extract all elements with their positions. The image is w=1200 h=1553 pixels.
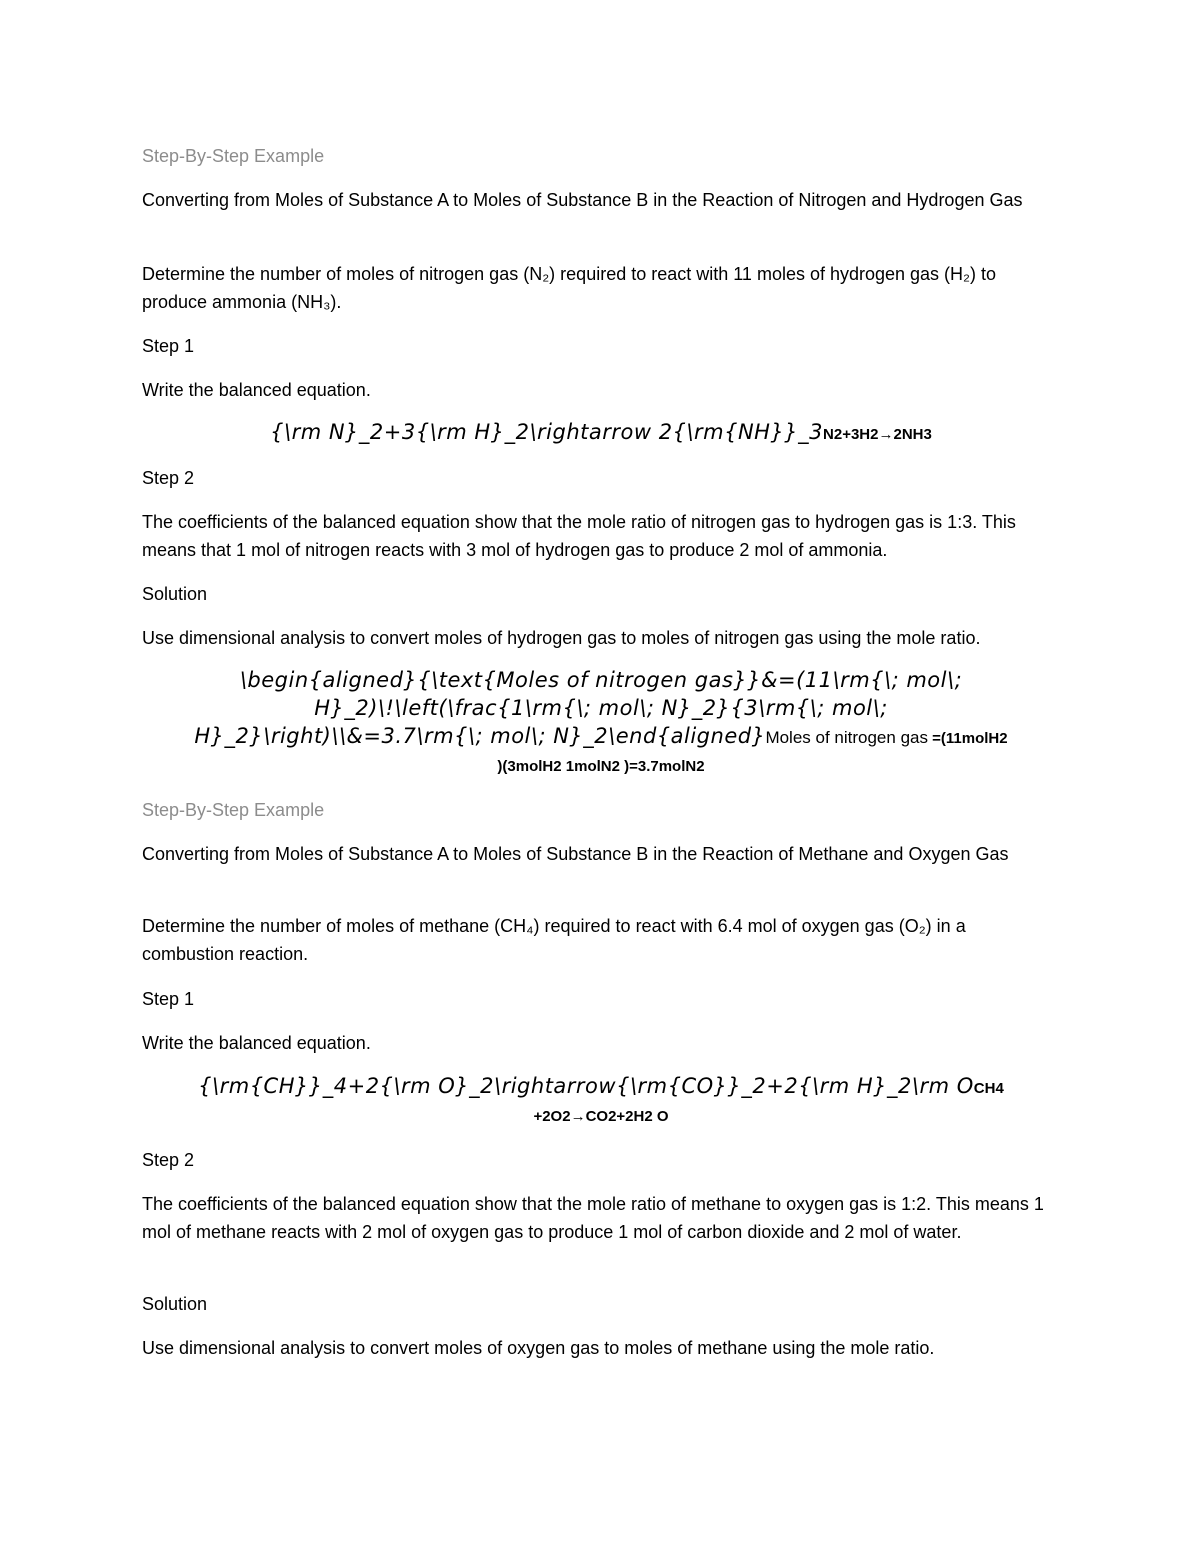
- example2-step2-text: The coefficients of the balanced equation show that the mole ratio of methane to oxygen gas is 1:2. This means 1 mol of methane reacts with 2 mol of oxygen gas to produce 1 mol of carbon dioxide and 2 mol of water.: [142, 1194, 1044, 1242]
- example1-equation: [142, 418, 1060, 449]
- example1-solution-label: Solution: [142, 584, 208, 604]
- example1-title: Converting from Moles of Substance A to Moles of Substance B in the Reaction of Nitrogen and Hydrogen Gas: [142, 190, 1023, 210]
- example2-step1-text: Write the balanced equation.: [142, 1033, 371, 1053]
- example2-step1-label: Step 1: [142, 989, 195, 1009]
- example2-equation: [142, 1072, 1060, 1131]
- example1-problem: Determine the number of moles of nitrogen gas (N₂) required to react with 11 moles of hydrogen gas (H₂) to produce ammonia (NH₃).: [142, 264, 997, 312]
- example1-solution-latex-line2: H}_2)\!\left(\frac{1\rm{\; mol\; N}_2}{3\rm{\; mol\;: [314, 696, 888, 720]
- example1-step2-text: The coefficients of the balanced equation show that the mole ratio of nitrogen gas to hydrogen gas is 1:3. This means that 1 mol of nitrogen reacts with 3 mol of hydrogen gas to produce 2 mol of ammonia.: [142, 512, 1016, 560]
- example2-title: Converting from Moles of Substance A to Moles of Substance B in the Reaction of Methane and Oxygen Gas: [142, 844, 1009, 864]
- example2-equation-rendered-line1: CH4: [973, 1080, 1004, 1097]
- example2-equation-rendered-line2: +2O2→CO2+2H2 O: [533, 1108, 669, 1125]
- example2-solution-text: Use dimensional analysis to convert moles of oxygen gas to moles of methane using the mole ratio.: [142, 1338, 935, 1358]
- example2-step2-label: Step 2: [142, 1150, 195, 1170]
- example1-solution-text: Use dimensional analysis to convert moles of hydrogen gas to moles of nitrogen gas using the mole ratio.: [142, 628, 981, 648]
- example1-solution-latex-line1: \begin{aligned}{\text{Moles of nitrogen gas}}&=(11\rm{\; mol\;: [239, 668, 963, 692]
- example1-solution-latex-line3: H}_2}\right)\\&=3.7\rm{\; mol\; N}_2\end{aligned}: [194, 724, 766, 748]
- example2-equation-latex: {\rm{CH}}_4+2{\rm O}_2\rightarrow{\rm{CO}}_2+2{\rm H}_2\rm O: [198, 1074, 974, 1098]
- example2-solution-label: Solution: [142, 1294, 208, 1314]
- example2-heading: Step-By-Step Example: [142, 800, 325, 820]
- example1-equation-latex: {\rm N}_2+3{\rm H}_2\rightarrow 2{\rm{NH}}_3: [270, 420, 824, 444]
- example2-problem: Determine the number of moles of methane (CH₄) required to react with 6.4 mol of oxygen gas (O₂) in a combustion reaction.: [142, 916, 966, 964]
- example1-step1-text: Write the balanced equation.: [142, 380, 371, 400]
- example1-step2-label: Step 2: [142, 468, 195, 488]
- example1-solution-math: [142, 666, 1060, 781]
- example1-solution-rendered-line3: =(11molH2: [927, 730, 1008, 747]
- example1-solution-rendered-prefix: Moles of nitrogen gas: [765, 728, 928, 747]
- example1-step1-label: Step 1: [142, 336, 195, 356]
- example1-solution-rendered-line4: )(3molH2 1molN2 )=3.7molN2: [497, 758, 705, 775]
- example1-equation-rendered: N2+3H2→2NH3: [823, 426, 932, 443]
- example1-heading: Step-By-Step Example: [142, 146, 325, 166]
